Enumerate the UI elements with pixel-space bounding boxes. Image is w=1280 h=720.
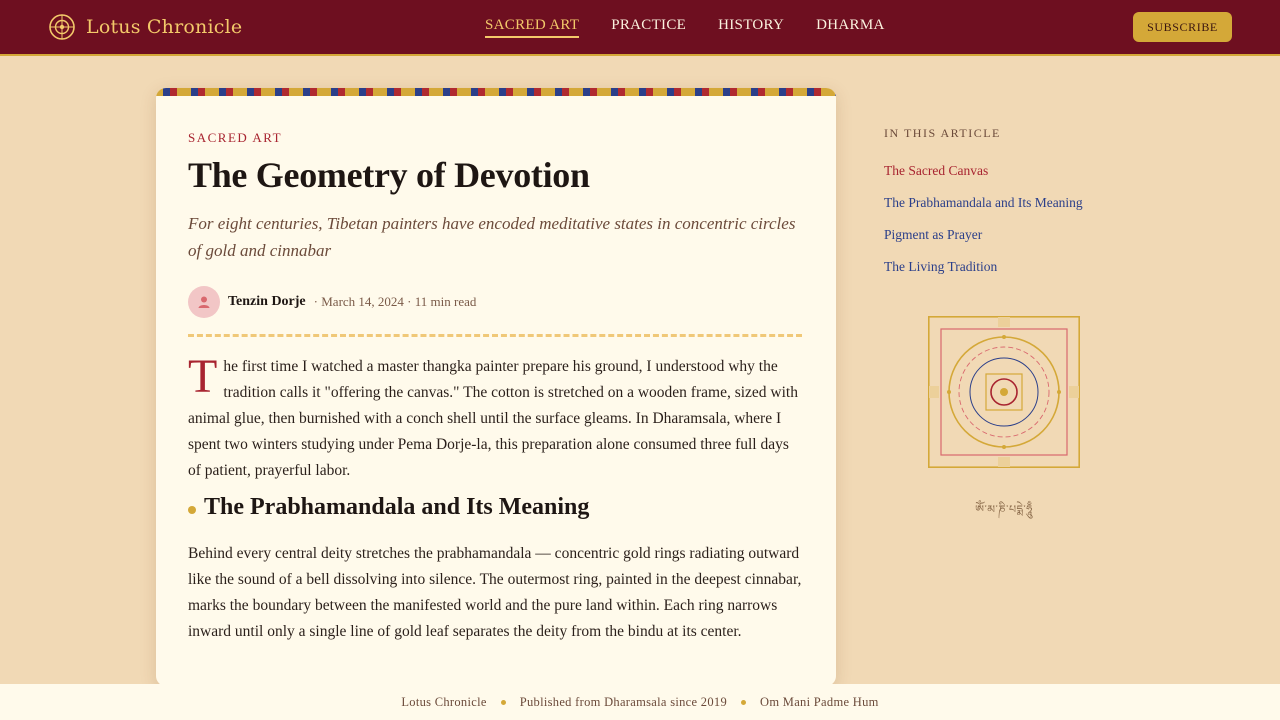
bullet-dot-icon [188,506,196,514]
paragraph-prabhamandala: Behind every central deity stretches the prabhamandala — concentric gold rings radiating outward like the sound of a bell dissolving into silence. The outermost ring, painted in the deepest cinnabar, marks the boundary between the manifested world and the pure land within. Each ring narrows inward until only a single line of gold leaf separates the deity from the bindu at its center. [188,545,802,640]
article-subtitle: For eight centuries, Tibetan painters have encoded meditative states in concentric circles of gold and cinnabar [188,214,796,260]
paragraph-intro-text: he first time I watched a master thangka painter prepare his ground, I understood why the tradition calls it "offering the canvas." The cotton is stretched on a wooden frame, sized with animal glue, then burnished with a conch shell until the surface gleams. In Dharamsala, where I spent two winters studying under Pema Dorje-la, this preparation alone consumed three full days of patient, prayerful labor. [188,358,798,479]
toc-item-sacred-canvas[interactable]: The Sacred Canvas [884,163,989,178]
nav-history[interactable]: HISTORY [718,17,785,33]
section-heading-text: The Prabhamandala and Its Meaning [204,494,590,520]
nav-dharma[interactable]: DHARMA [816,17,885,33]
brand-name: Lotus Chronicle [86,16,243,38]
author-name[interactable]: Tenzin Dorje [228,294,306,309]
footer-dot-icon [741,700,746,705]
byline-divider [188,334,802,337]
nav-practice[interactable]: PRACTICE [611,17,687,33]
toc-label: IN THIS ARTICLE [884,126,1001,140]
tibetan-mantra: ༀ་མ་ཎི་པདྨེ་ཧཱུྃ [975,503,1033,516]
footer-mantra: Om Mani Padme Hum [760,694,879,709]
nav-sacred-art[interactable]: SACRED ART [485,17,579,38]
toc-item-living-tradition[interactable]: The Living Tradition [884,259,998,274]
byline [188,286,476,318]
decorative-stripe [156,88,836,96]
author-avatar[interactable] [188,286,220,318]
article-meta: · March 14, 2024 · 11 min read [313,294,477,309]
mandala-icon [928,316,1080,468]
user-icon [197,295,211,309]
dharma-wheel-icon [48,13,76,41]
article-card [156,88,836,686]
toc-item-pigment[interactable]: Pigment as Prayer [884,227,983,242]
footer-published: Published from Dharamsala since 2019 [519,694,728,709]
section-heading [188,494,589,521]
table-of-contents [884,163,1083,291]
site-header [0,0,1280,56]
site-footer [0,684,1280,720]
article-kicker[interactable]: SACRED ART [188,130,283,145]
drop-cap: T [188,350,218,403]
paragraph-intro [188,350,804,484]
footer-dot-icon [501,700,506,705]
footer-brand: Lotus Chronicle [401,694,487,709]
article-title: The Geometry of Devotion [188,155,590,195]
main-nav [485,17,885,38]
subscribe-button[interactable]: SUBSCRIBE [1133,12,1232,42]
toc-item-prabhamandala[interactable]: The Prabhamandala and Its Meaning [884,195,1083,210]
brand[interactable] [48,12,242,42]
